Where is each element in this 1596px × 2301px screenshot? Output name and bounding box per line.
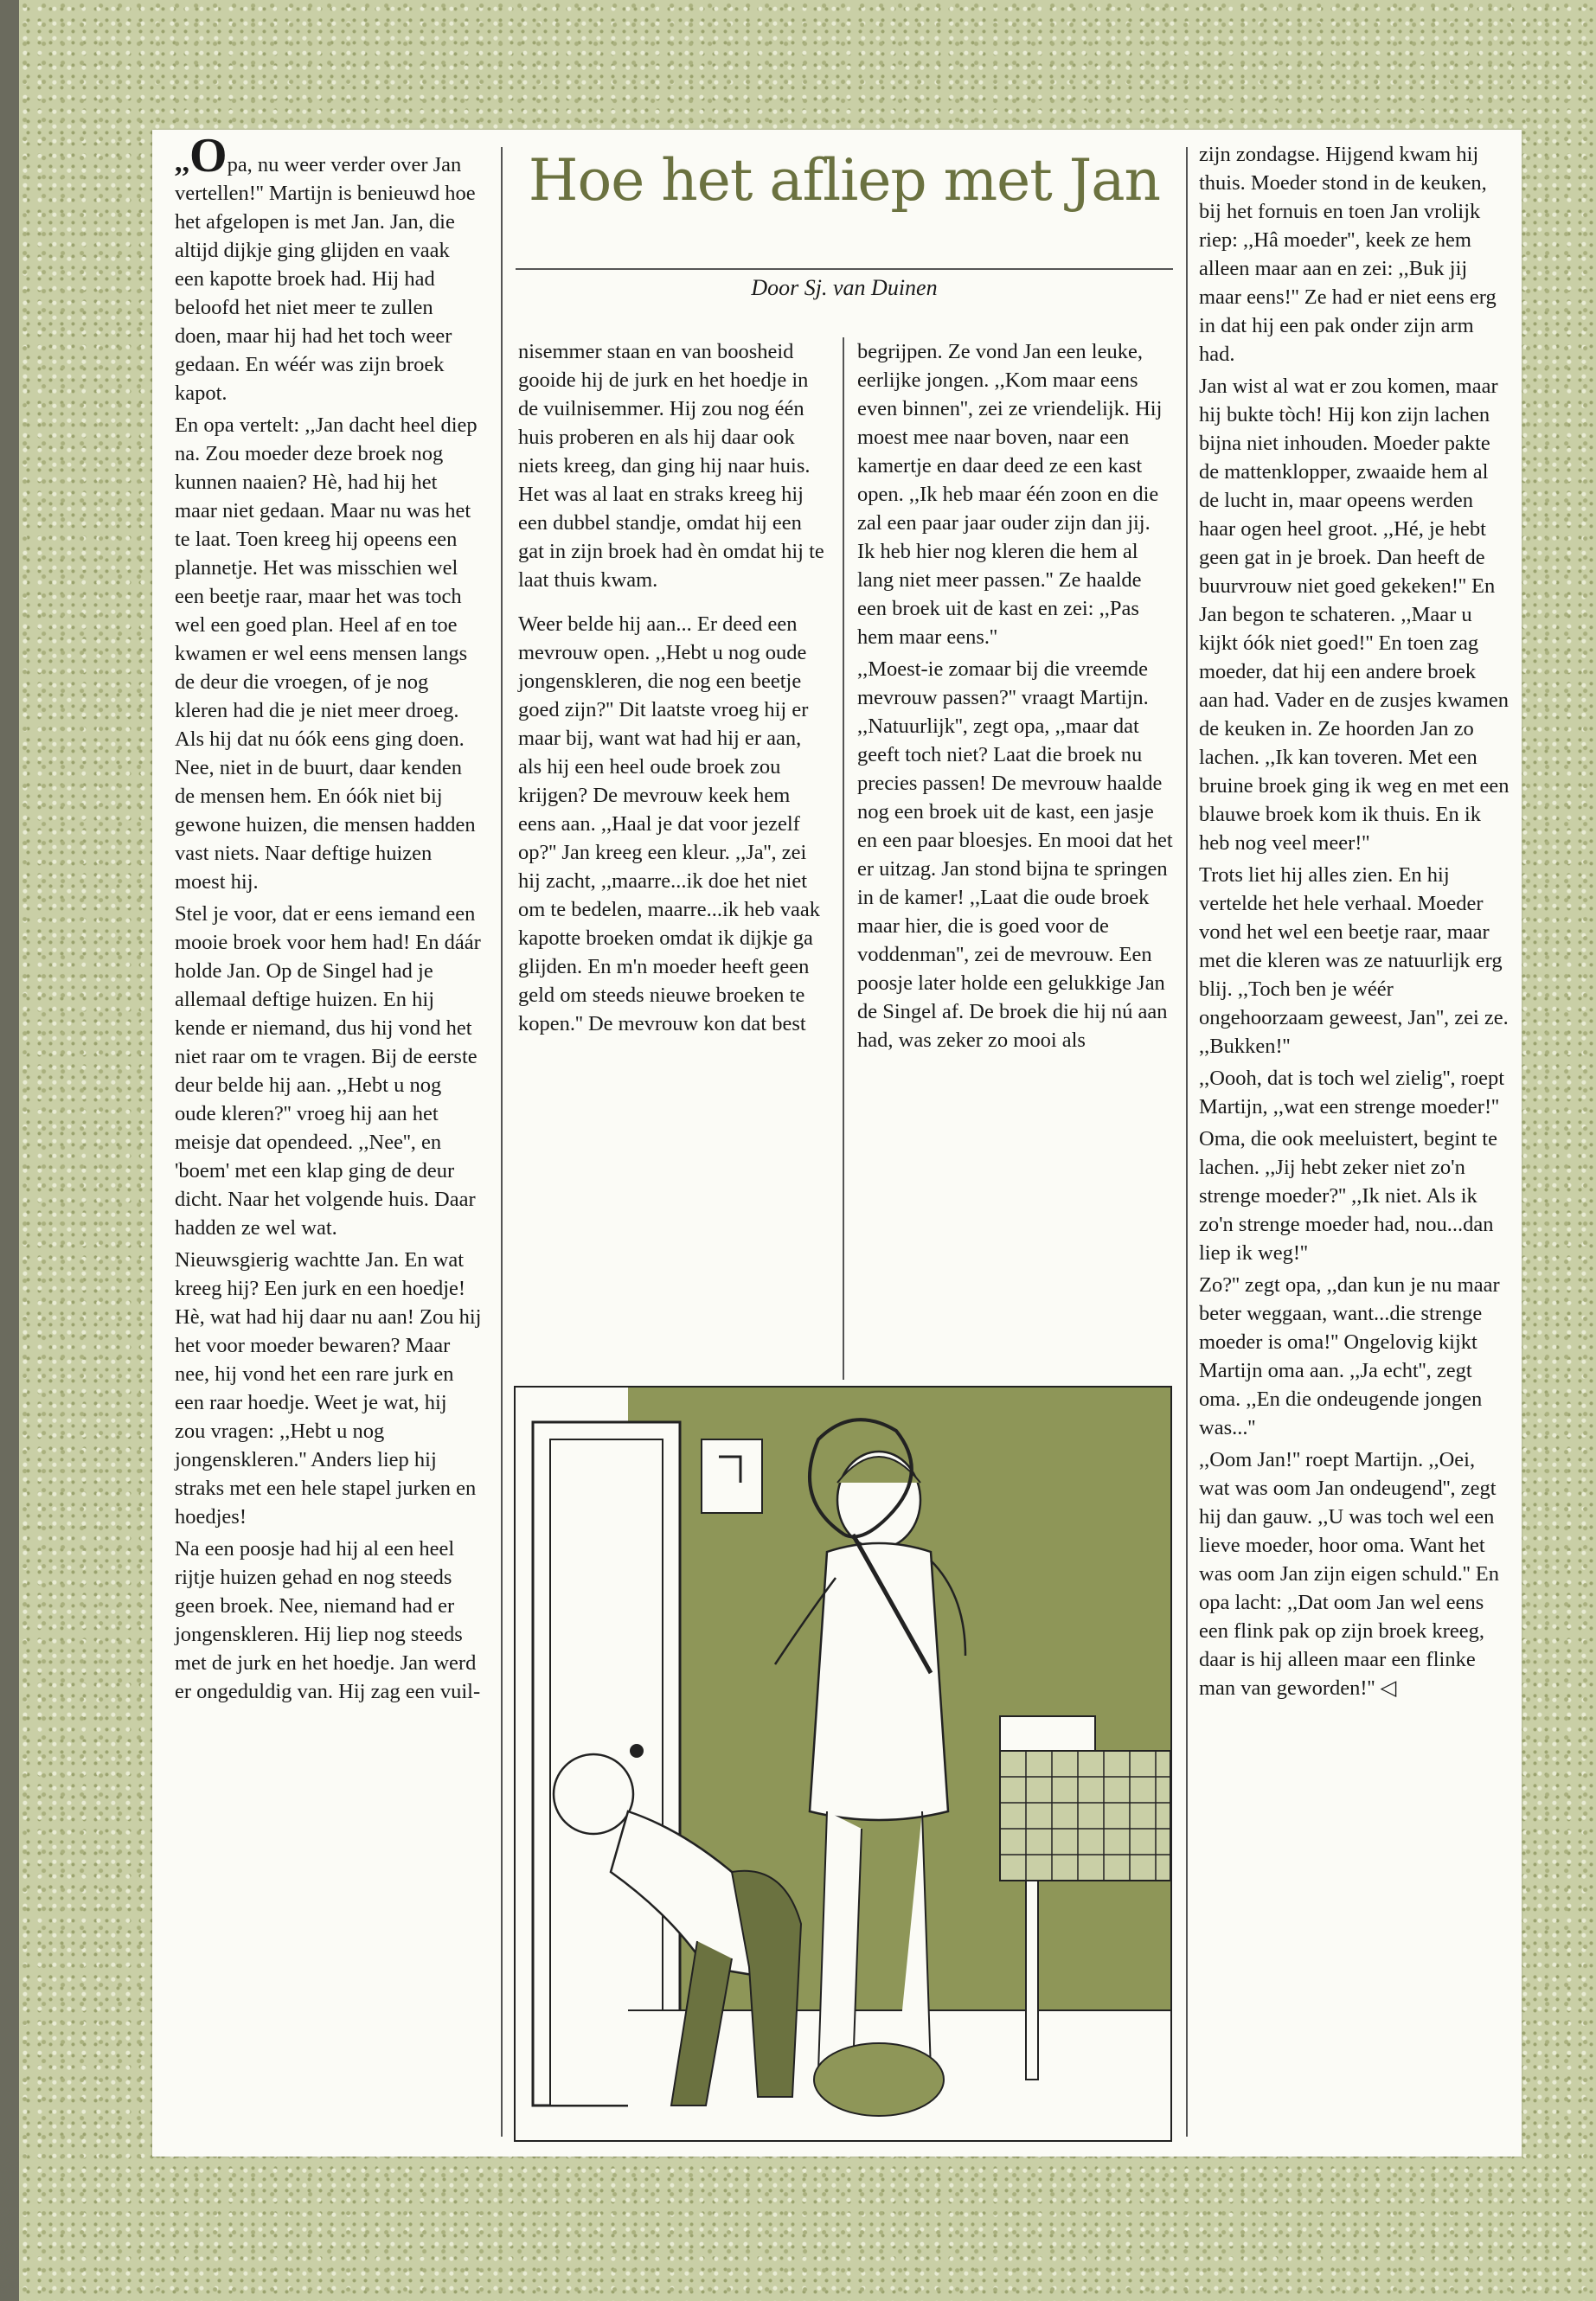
paragraph: Jan wist al wat er zou komen, maar hij bukte tòch! Hij kon zijn lachen bijna niet inhouden. Moeder pakte de mattenklopper, zwaaide hem al de lucht in, maar opeens werden haar ogen heel groot. ,,Hé, je hebt geen gat in je broek. Dan heeft de buurvrouw niet goed gekeken!'' En Jan begon te schateren. ,,Maar u kijkt óók niet goed!'' En toen zag moeder, dat hij een andere broek aan had. Vader en de zusjes kwamen de keuken in. Ze hoorden Jan zo lachen. ,,Ik kan toveren. Met een bruine broek ging ik weg en met een blauwe broek kom ik thuis. En ik heb nog veel meer!'' [1199,375,1509,855]
wall-frame [702,1439,762,1513]
paragraph: Zo?'' zegt opa, ,,dan kun je nu maar beter weggaan, want...die strenge moeder is oma!'' Ongelovig kijkt Martijn oma aan. ,,Ja echt'', zegt oma. ,,En die ondeugende jongen was...'' [1199,1273,1500,1439]
text-column-2 [518,337,830,1042]
paragraph: zijn zondagse. Hijgend kwam hij thuis. Moeder stond in de keuken, bij het fornuis en toen Jan vrolijk riep: ,,Hâ moeder'', keek ze hem alleen maar aan en zei: ,,Buk jij maar eens!'' Ze had er niet eens erg in dat hij een pak onder zijn arm had. [1199,143,1497,366]
column-divider [501,147,503,2137]
paragraph [175,129,482,407]
magazine-page [152,130,1522,2157]
bag-on-floor [814,2043,944,2116]
binding-edge [0,0,19,2301]
text-column-4 [1199,140,1510,1706]
article-title: Hoe het afliep met Jan [528,147,1161,214]
opening-quote: ,, [175,146,189,178]
paragraph: begrijpen. Ze vond Jan een leuke, eerlijke jongen. ,,Kom maar eens even binnen'', zei ze vriendelijk. Hij moest mee naar boven, naar een kamertje en daar deed ze een kast open. ,,Ik heb maar één zoon en die zal een paar jaar ouder zijn dan jij. Ik heb hier nog kleren die hem al lang niet meer passen.'' Ze haalde een broek uit de kast en zei: ,,Pas hem maar eens.'' [857,340,1163,649]
paragraph: En opa vertelt: ,,Jan dacht heel diep na. Zou moeder deze broek nog kunnen naaien? Hè, had hij het maar niet gedaan. Maar nu was het te laat. Toen kreeg hij opeens een plannetje. Het was misschien wel een beetje raar, maar het was toch wel een goed plan. Heel af en toe kwamen er wel eens mensen langs de deur die vroegen, of je nog kleren had die je niet meer droeg. Als hij dat nu óók eens ging doen. Nee, niet in de buurt, daar kenden de mensen hem. En óók niet bij gewone huizen, die mensen hadden vast niets. Naar deftige huizen moest hij. [175,413,478,894]
paragraph: ,,Oom Jan!'' roept Martijn. ,,Oei, wat was oom Jan ondeugend'', zegt hij dan gauw. ,,U was toch wel een lieve moeder, hoor oma. Want het was oom Jan zijn eigen schuld.'' En opa lacht: ,,Dat oom Jan wel eens een flink pak op zijn broek kreeg, daar is hij alleen maar een flinke man van geworden!'' ◁ [1199,1448,1499,1700]
paragraph: Oma, die ook meeluistert, begint te lachen. ,,Jij hebt zeker niet zo'n strenge moeder?'' ,,Ik niet. Als ik zo'n strenge moeder had, nou...dan liep ik weg!'' [1199,1127,1497,1265]
text-column-1 [175,129,482,1709]
paragraph: nisemmer staan en van boosheid gooide hij de jurk en het hoedje in de vuilnisemmer. Hij zou nog één huis proberen en als hij daar ook niets kreeg, dan ging hij naar huis. Het was al laat en straks kreeg hij een dubbel standje, omdat hij een gat in zijn broek had èn omdat hij te laat thuis kwam. [518,340,824,592]
illustration-mother-spanking-jan [514,1386,1172,2142]
paragraph: Weer belde hij aan... Er deed een mevrouw open. ,,Hebt u nog oude jongenskleren, die nog een beetje goed zijn?'' Dit laatste vroeg hij er maar bij, want wat had hij er aan, als hij een heel oude broek zou krijgen? De mevrouw keek hem eens aan. ,,Haal je dat voor jezelf op?'' Jan kreeg een kleur. ,,Ja'', zei hij zacht, ,,maarre...ik doe het niet om te bedelen, maarre...ik heb vaak kapotte broeken omdat ik dijkje ga glijden. En m'n moeder heeft geen geld om steeds nieuwe broeken te kopen.'' De mevrouw kon dat best [518,612,820,1035]
text-column-3 [857,337,1173,1058]
paragraph: ,,Moest-ie zomaar bij die vreemde mevrouw passen?'' vraagt Martijn. ,,Natuurlijk'', zegt opa, ,,maar dat geeft toch niet? Laat die broek nu precies passen! De mevrouw haalde nog een broek uit de kast, een jasje en een paar bloesjes. En mooi dat het er uitzag. Jan stond bijna te springen in de kamer! ,,Laat die oude broek maar hier, die is goed voor de voddenman'', zei de mevrouw. Een poosje later holde een gelukkige Jan de Singel af. De broek die hij nú aan had, was zeker zo mooi als [857,657,1173,1052]
paragraph: Stel je voor, dat er eens iemand een mooie broek voor hem had! En dáár holde Jan. Op de Singel had je allemaal deftige huizen. En hij kende er niemand, dus hij vond het niet raar om te vragen. Bij de eerste deur belde hij aan. ,,Hebt u nog oude kleren?'' vroeg hij aan het meisje dat opendeed. ,,Nee'', en 'boem' met een klap ging de deur dicht. Naar het volgende huis. Daar hadden ze wel wat. [175,902,481,1240]
paragraph: Na een poosje had hij al een heel rijtje huizen gehad en nog steeds geen broek. Nee, niemand had er jongenskleren. Hij liep nog steeds met de jurk en het hoedje. Jan werd er ongeduldig van. Hij zag een vuil- [175,1537,481,1703]
paragraph: Nieuwsgierig wachtte Jan. En wat kreeg hij? Een jurk en een hoedje! Hè, wat had hij daar nu aan! Zou hij het voor moeder bewaren? Maar nee, hij vond het een rare jurk en een raar hoedje. Weet je wat, hij zou vragen: ,,Hebt u nog jongenskleren.'' Anders liep hij straks met een hele stapel jurken en hoedjes! [175,1248,482,1529]
title-rule [516,268,1173,270]
drop-cap: O [189,129,228,183]
paragraph: ,,Oooh, dat is toch wel zielig'', roept Martijn, ,,wat een strenge moeder!'' [1199,1067,1505,1118]
paragraph: Trots liet hij alles zien. En hij vertelde het hele verhaal. Moeder vond het wel een beetje raar, maar met die kleren was ze natuurlijk erg blij. ,,Toch ben je wéér ongehoorzaam geweest, Jan'', zei ze. ,,Bukken!'' [1199,863,1509,1058]
paragraph-text: pa, nu weer verder over Jan vertellen!'' Martijn is benieuwd hoe het afgelopen is met Jan. Jan, die altijd dijkje ging glijden en vaak een kapotte broek had. Hij had beloofd het niet meer te zullen doen, maar hij had het toch weer gedaan. En wéér was zijn broek kapot. [175,153,476,405]
illustration-svg [516,1388,1170,2140]
column-divider [1186,147,1188,2137]
door-handle [630,1744,644,1758]
article-byline: Door Sj. van Duinen [751,275,938,300]
column-divider [843,337,844,1380]
